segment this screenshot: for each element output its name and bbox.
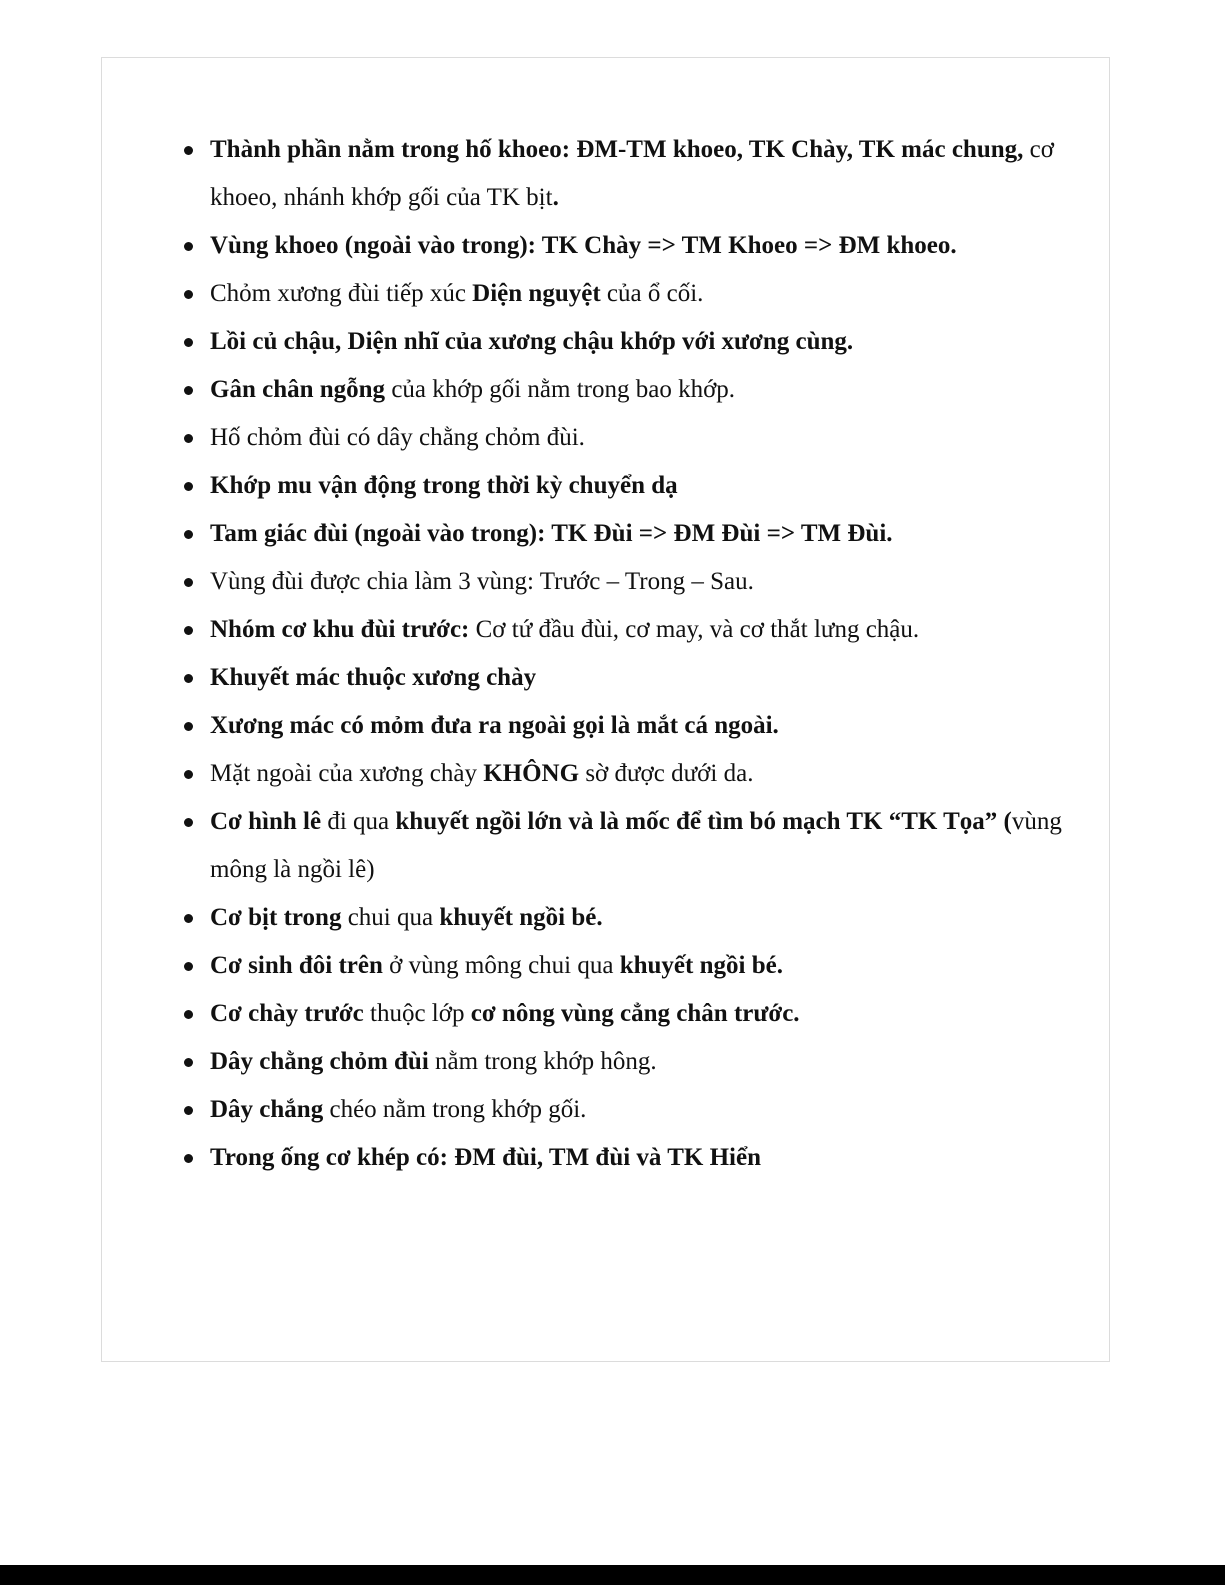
bold-text: Khớp mu vận động trong thời kỳ chuyển dạ: [210, 472, 678, 499]
bold-text: KHÔNG: [483, 760, 580, 787]
bold-text: Vùng khoeo (ngoài vào trong): TK Chày => TM Khoeo => ĐM khoeo.: [210, 232, 957, 259]
list-item: [184, 1038, 1064, 1086]
bold-text: Trong ống cơ khép có: ĐM đùi, TM đùi và TK Hiển: [210, 1144, 761, 1171]
bold-text: Dây chắng: [210, 1096, 324, 1123]
bold-text: Cơ hình lê: [210, 808, 322, 835]
body-text: sờ được dưới da.: [579, 760, 754, 787]
list-item: [184, 510, 1064, 558]
body-text: vùng mông là ngồi lê): [210, 808, 1062, 883]
bullet-icon: [184, 1010, 193, 1019]
body-text: nằm trong khớp hông.: [428, 1048, 657, 1075]
bottom-border: [0, 1565, 1225, 1585]
list-item: [184, 222, 1064, 270]
bold-text: khuyết ngồi lớn và là mốc để tìm bó mạch TK “TK Tọa” (: [395, 808, 1012, 835]
list-item: [184, 894, 1064, 942]
bullet-icon: [184, 1154, 193, 1163]
body-text: chéo nằm trong khớp gối.: [323, 1096, 587, 1123]
bold-text: khuyết ngồi bé.: [619, 952, 783, 979]
bullet-icon: [184, 434, 193, 443]
bullet-icon: [184, 914, 193, 923]
body-text: của khớp gối nằm trong bao khớp.: [385, 376, 736, 403]
bold-text: Diện nguyệt: [472, 280, 601, 307]
list-item: [184, 366, 1064, 414]
body-text: cơ khoeo, nhánh khớp gối của TK bịt: [210, 136, 1054, 211]
list-item: [184, 558, 1064, 606]
bold-text: Cơ chày trước: [210, 1000, 364, 1027]
bullet-icon: [184, 770, 193, 779]
bullet-icon: [184, 482, 193, 491]
body-text: Chỏm xương đùi tiếp xúc: [210, 280, 473, 307]
bold-text: Lồi củ chậu, Diện nhĩ của xương chậu khớp với xương cùng.: [210, 328, 854, 355]
bold-text: Khuyết mác thuộc xương chày: [210, 664, 537, 691]
body-text: ở vùng mông chui qua: [382, 952, 620, 979]
bold-text: Dây chằng chỏm đùi: [210, 1048, 429, 1075]
bullet-icon: [184, 530, 193, 539]
bullet-icon: [184, 146, 193, 155]
bold-text: Tam giác đùi (ngoài vào trong): TK Đùi => ĐM Đùi => TM Đùi.: [210, 520, 893, 547]
list-item: [184, 798, 1064, 894]
list-item: [184, 1086, 1064, 1134]
body-text: chui qua: [341, 904, 440, 931]
list-item: [184, 990, 1064, 1038]
list-item: [184, 702, 1064, 750]
list-item: [184, 414, 1064, 462]
list-item: [184, 318, 1064, 366]
list-item: [184, 1134, 1064, 1182]
bullet-icon: [184, 818, 193, 827]
bold-text: Nhóm cơ khu đùi trước:: [210, 616, 470, 643]
bold-text: Cơ sinh đôi trên: [210, 952, 383, 979]
list-item: [184, 126, 1064, 222]
list-item: [184, 270, 1064, 318]
bold-text: cơ nông vùng cẳng chân trước.: [470, 1000, 800, 1027]
body-text: đi qua: [321, 808, 396, 835]
body-text: của ổ cối.: [600, 280, 704, 307]
body-text: Cơ tứ đầu đùi, cơ may, và cơ thắt lưng chậu.: [469, 616, 920, 643]
bullet-icon: [184, 578, 193, 587]
list-item: [184, 462, 1064, 510]
body-text: thuộc lớp: [363, 1000, 471, 1027]
body-text: Hố chỏm đùi có dây chằng chỏm đùi.: [210, 424, 585, 451]
bold-text: .: [552, 184, 559, 211]
list-item: [184, 654, 1064, 702]
bullet-icon: [184, 1106, 193, 1115]
body-text: Vùng đùi được chia làm 3 vùng: Trước – Trong – Sau.: [210, 568, 754, 595]
document-page: [101, 57, 1110, 1362]
list-item: [184, 750, 1064, 798]
bold-text: Thành phần nằm trong hố khoeo: ĐM-TM khoeo, TK Chày, TK mác chung,: [210, 136, 1024, 163]
bold-text: khuyết ngồi bé.: [439, 904, 603, 931]
bullet-icon: [184, 1058, 193, 1067]
bullet-icon: [184, 338, 193, 347]
bold-text: Xương mác có mỏm đưa ra ngoài gọi là mắt cá ngoài.: [210, 712, 779, 739]
bullet-icon: [184, 626, 193, 635]
bullet-list: [184, 126, 1064, 1182]
bold-text: Gân chân ngỗng: [210, 376, 386, 403]
bold-text: Cơ bịt trong: [210, 904, 342, 931]
bullet-icon: [184, 290, 193, 299]
bullet-icon: [184, 722, 193, 731]
list-item: [184, 606, 1064, 654]
bullet-icon: [184, 242, 193, 251]
bullet-icon: [184, 674, 193, 683]
list-item: [184, 942, 1064, 990]
bullet-icon: [184, 962, 193, 971]
bullet-icon: [184, 386, 193, 395]
body-text: Mặt ngoài của xương chày: [210, 760, 484, 787]
